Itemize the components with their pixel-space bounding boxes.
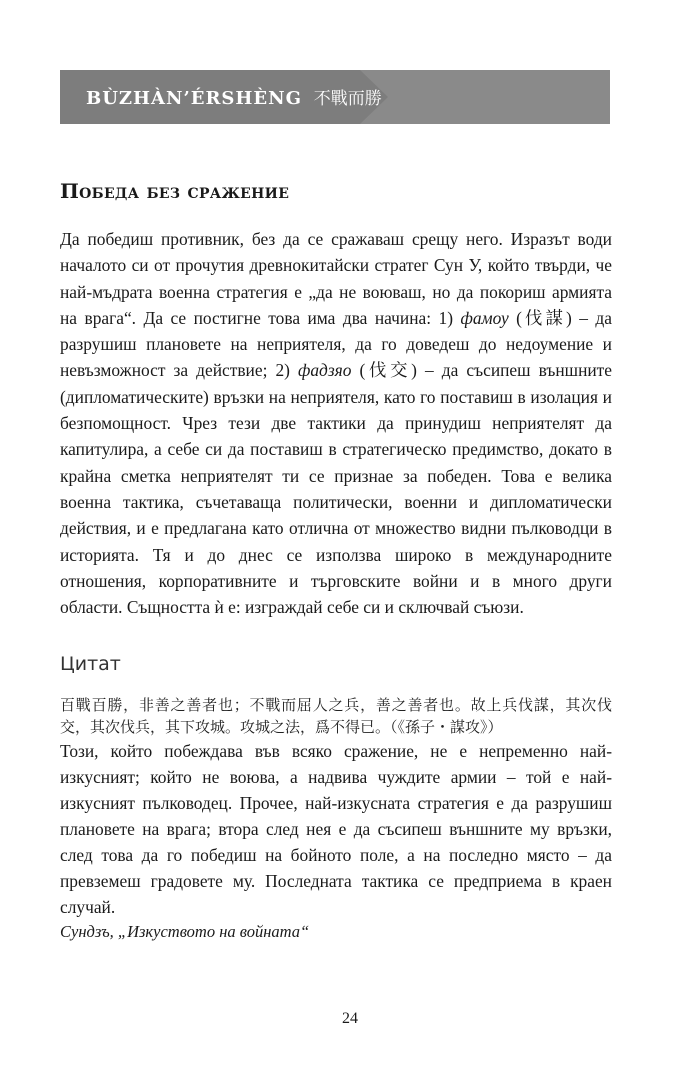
- page-number: 24: [342, 1010, 358, 1027]
- quote-chinese: 百戰百勝，非善之善者也；不戰而屈人之兵，善之善者也。故上兵伐謀，其次伐交，其次伐兵，其下攻城。攻城之法，爲不得已。（《孫子・謀攻》）: [60, 696, 612, 736]
- quote-block: [60, 694, 612, 944]
- body-text-3: (伐交) – да съсипеш външните (дипломатическите) връзки на неприятеля, като го поставиш в изолация и безпомощност. Чрез тези две тактики да принудиш неприятелят да капитулира, а себе си да поставиш в стратегическо предимство, докато в крайна сметка неприятелят ти се признае за победен. Това е велика военна тактика, съчетаваща политически, военни и дипломатически действия, и е предлагана като отлична от множество видни пълководци в историята. Тя и до днес се използва широко в международните отношения, корпоративните и търговските войни и в много други области. Същността ѝ е: изграждай себе си и сключвай съюзи.: [60, 360, 612, 618]
- quote-attribution: Сундзъ, „Изкуството на войната“: [60, 922, 310, 941]
- term-famou: фамоу: [460, 307, 509, 328]
- term-fadzyao: фадзяо: [298, 360, 352, 381]
- body-text-2: (伐謀) – да разрушиш плановете на неприятеля, да го доведеш до недоумение и невъзможност за действие; 2): [60, 307, 612, 381]
- running-header: [86, 84, 382, 109]
- body-text-1: Да победиш противник, без да се сражаваш срещу него. Изразът води началото си от прочутия древнокитайски стратег Сун У, който твърди, че най-мъдрата военна стратегия е „да не воюваш, но да покориш армията на врага“. Да се постигне това има два начина: 1): [60, 229, 612, 328]
- entry-title: Победа без сражение: [60, 179, 290, 203]
- entry-body: [60, 226, 612, 620]
- header-pinyin: BÙZHÀN’ÉRSHÈNG: [86, 88, 302, 109]
- header-hanzi: 不戰而勝: [313, 89, 382, 109]
- quote-heading: Цитат: [60, 653, 121, 675]
- quote-translation: Този, който побеждава във всяко сражение, не е непременно най-изкусният; който не воюва, а надвива чуждите армии – той е най-изкусният пълководец. Прочее, най-изкусната стратегия е да разрушиш плановете на врага; втора след нея е да съсипеш външните му връзки, след това да го победиш на бойното поле, а на последно място – да превземеш градовете му. Последната тактика се предприема в краен случай.: [60, 741, 612, 917]
